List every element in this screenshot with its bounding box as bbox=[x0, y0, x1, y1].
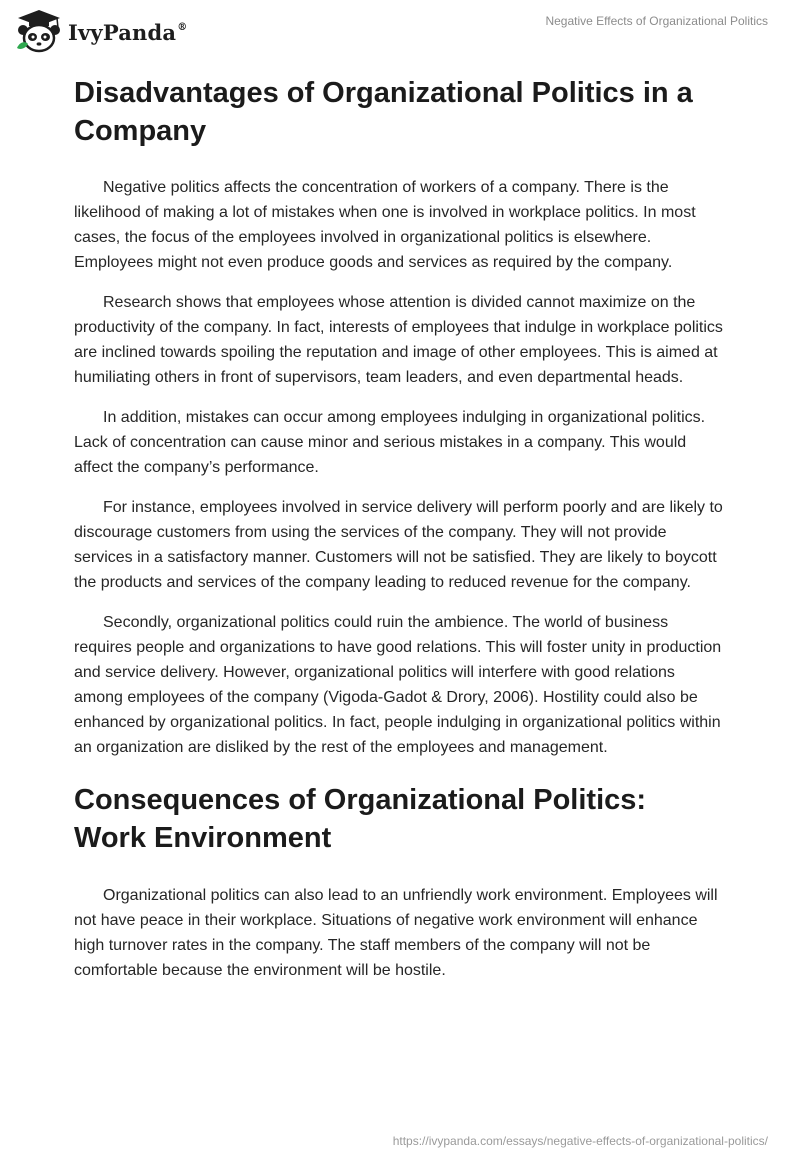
source-url[interactable]: https://ivypanda.com/essays/negative-effects-of-organizational-politics/ bbox=[392, 1134, 768, 1148]
paragraph: Organizational politics can also lead to an unfriendly work environment. Employees will not have peace in their workplace. Situations of negative work environment will enhance high turnover rates in the company. The staff members of the company will not be comfortable because the environment will be hostile. bbox=[74, 887, 718, 979]
paragraph: In addition, mistakes can occur among employees indulging in organizational politics. Lack of concentration can cause minor and serious mistakes in a company. This would affect the company’s performance. bbox=[74, 409, 706, 476]
document-title: Negative Effects of Organizational Politics bbox=[545, 14, 768, 28]
essay-body bbox=[74, 70, 724, 983]
panda-graduate-icon bbox=[14, 8, 64, 54]
paragraph: Research shows that employees whose attention is divided cannot maximize on the productivity of the company. In fact, interests of employees that indulge in workplace politics are inclined towards spoiling the reputation and image of other employees. This is aimed at humiliating others in front of supervisors, team leaders, and even departmental heads. bbox=[74, 294, 723, 386]
logo-wordmark bbox=[68, 20, 187, 45]
paragraph: For instance, employees involved in service delivery will perform poorly and are likely to discourage customers from using the services of the company. They will not provide services in a satisfactory manner. Customers will not be satisfied. They are likely to boycott the products and services of the company leading to reduced revenue for the company. bbox=[74, 499, 723, 591]
ivypanda-logo[interactable] bbox=[14, 8, 187, 54]
section-heading-consequences: Consequences of Organizational Politics: Work Environment bbox=[74, 784, 647, 854]
section-heading-disadvantages: Disadvantages of Organizational Politics in a Company bbox=[74, 77, 693, 147]
page-header bbox=[0, 0, 800, 60]
paragraph: Secondly, organizational politics could ruin the ambience. The world of business requires people and organizations to have good relations. This will foster unity in production and service delivery. However, organizational politics will interfere with good relations among employees of the company (Vigoda-Gadot & Drory, 2006). Hostility could also be enhanced by organizational politics. In fact, people indulging in organizational politics within an organization are disliked by the rest of the employees and management. bbox=[74, 614, 722, 756]
logo-text: IvyPanda bbox=[68, 19, 177, 45]
paragraph: Negative politics affects the concentration of workers of a company. There is the likelihood of making a lot of mistakes when one is involved in workplace politics. In most cases, the focus of the employees involved in organizational politics is elsewhere. Employees might not even produce goods and services as required by the company. bbox=[74, 179, 696, 271]
registered-mark: ® bbox=[177, 21, 188, 33]
